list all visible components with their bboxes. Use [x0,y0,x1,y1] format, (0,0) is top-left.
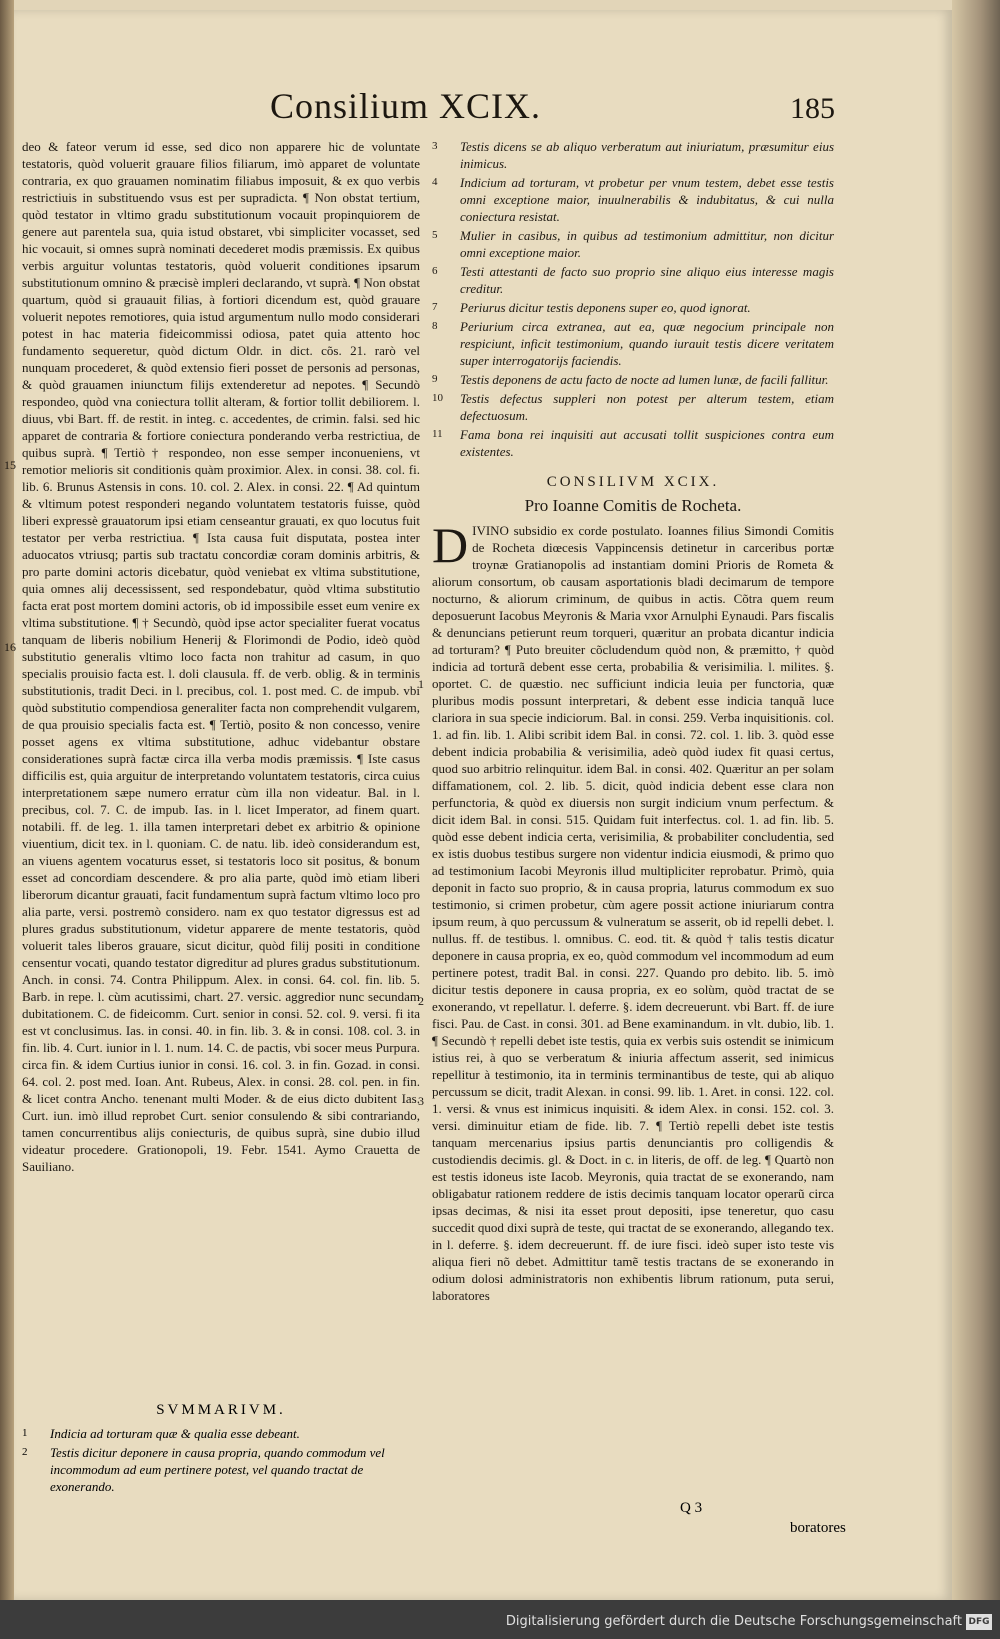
catchword: boratores [790,1520,846,1536]
margin-number: 2 [418,994,424,1008]
left-column-text: deo & fateor verum id esse, sed dico non apparere hic de voluntate testatoris, quòd voluerit grauare filios filiarum, imò apparet de voluntate contraria, ex quo grauamen nominatim filiabus imposuit, & ex quo verbis restrictiuis in substituendo vsus est per supradicta. ¶ Non obstat tertium, quòd testator in vltimo gradu substitutionum vocauit propinquiorem de genere aut parentela sua, quia istud obstaret, vbi simpliciter vocasset, sed hic vocauit, si omnes suprà nominati decederet modis præmissis. Ex quibus verbis arguitur voluntas testatoris, quòd voluerit conditiones ipsarum substitutionum omnino & præcisè impleri declarando, vt suprà. ¶ Non obstat quartum, quòd si grauauit filias, à fortiori dicendum est, quòd grauare voluerit nepotes remotiores, quia istud argumentum nullo modo considerari potest in hac materia fideicommissi odiosa, patet quia attento hoc fundamento sequeretur, quòd dictum Oldr. in dict. cõs. 21. rarò vel nunquam procederet, & quòd extensio fieri posset de personis ad personas, & quòd grauamen iniunctum filijs extenderetur ad nepotes. ¶ Secundò respondeo, quòd vna coniectura tollit alteram, & fortior tollit debiliorem. l. diuus, vbi Bart. ff. de restit. in integ. c. accedentes, de crimin. falsi. sed hic apparet de contraria & fortiore coniectura ponderando verba restrictiua, de quibus suprà. ¶ Tertiò † respondeo, non esse semper inconueniens, vt remotior melioris sit conditionis quàm proximior. Alex. in consi. 38. col. fi. lib. 6. Brunus Astensis in cons. 10. col. 2. Alex. in consi. 22. ¶ Ad quintum & vltimum potest responderi negando voluntatem testatoris fuisse, quòd liberi expressè grauatorum ipsi etiam censeantur grauati, ex quo locutus fuit testator per verba restrictiua. ¶ Ista causa fuit disputata, postea inter aduocatos vtriusq; partis sub tractatu concordiæ coram dominis arbitris, & pro parte domini actoris dicebatur, quòd veniebat ex vltima substitutione, quia omnes alij decessissent, sed respondebatur, quòd vltima substitutio facta erat post mortem domini actoris, ob id impossibile esset eum venire ex vltima substitutione. ¶ † Secundò, quòd ipse actor specialiter fuerat vocatus tanquam de liberis nobilium Henerij & Florimondi de Podio, ideò quòd substitutio generalis vltimo loco facta non trahitur ad casum, in quo specialis prouisio facta est. l. doli clausula. ff. de verb. oblig. & in terminis substitutionis, tradit Deci. in l. precibus, col. 1. post med. C. de impub. vbi quòd substitutio compendiosa generaliter facta non comprehendit vulgarem, de qua prouisio specialis facta est. ¶ Tertiò, posito & non concesso, venire posset agens ex vltima substitutione, adhuc videbantur obstare considerationes suprà factæ circa illa verba modis præmissis. ¶ Iste casus difficilis est, quia arguitur de interpretando voluntatem testatoris, circa cuius interpretationem sæpe numero erratur cùm illa non videatur. Bal. in l. precibus, col. 7. C. de impub. Ias. in l. licet Imperator, ad finem quart. notabili. ff. de leg. 1. illa tamen interpretari debet ex arbitrio & opinione viuentium, dicit tex. in l. quoniam. C. de natu. lib. ideò considerandum est, an viuens agentem vocaturus esset, si testatoris loco sit positus, & bonum esset ad concordiam descendere. & pro alia parte, quòd imò etiam liberi liberorum dicantur grauati, facit fundamentum suprà factum vltimo loco pro alia parte, versi. postremò considero. nam ex quo testator digressus est ad plures gradus substitutionum, videtur apparere de mente testatoris, quòd voluerit tales liberos grauare, sicut dicitur, quòd filij positi in conditione censentur vocati, quando testator digreditur ad plures gradus substitutionum. Anch. in consi. 74. Contra Philippum. Alex. in consi. 64. col. fin. lib. 5. Barb. in repe. l. cùm acutissimi, chart. 27. versic. aggredior nunc secundam dubitationem. C. de fideicomm. Curt. senior in consi. 52. col. 9. versi. fi ita est vt conclusimus. Ias. in consi. 40. in fin. lib. 3. & in consi. 108. col. 3. in fin. lib. 4. Curt. iunior in l. 1. num. 14. C. de pactis, vbi socer meus Purpura. circa fin. & idem Curtius iunior in consi. 16. col. 3. in fin. Gozad. in consi. 64. col. 2. post med. Ioan. Ant. Rubeus, Alex. in consi. 28. col. pen. in fin. & licet contra Ancho. tenenant multi Moder. & de eius dicto dubitent Ias. Curt. iun. imò illud reprobet Curt. senior consulendo & sibi contrariando, tamen concurrentibus alijs coniecturis, de quibus suprà, sine dubio illud videatur procedere. Grationopoli, 19. Febr. 1541. Aymo Crauetta de Sauiliano. [22,139,420,1174]
summarium-heading: SVMMARIVM. [156,1402,286,1418]
left-column [22,138,420,1378]
summary-item: 7 Periurus dicitur testis deponens super eo, quod ignorat. [432,300,751,315]
summarium-list-left [22,1425,420,1495]
page-number: 185 [790,92,835,125]
running-title: Consilium XCIX. [270,86,542,126]
summary-item: 2 Testis dicitur deponere in causa propria, quando commodum vel incommodum ad eum pertinere potest, vel quando tractat de exonerando. [22,1445,385,1494]
signature-mark: Q 3 [680,1500,703,1516]
dfg-logo-icon: DFG [966,1614,992,1630]
summarium-list-right [432,138,834,460]
summary-item: 1 Indicia ad torturam quæ & qualia esse debeant. [22,1426,300,1441]
margin-number: 16 [4,640,16,654]
summary-item: 4 Indicium ad torturam, vt probetur per vnum testem, debet esse testis omni exceptione maior, inuulnerabilis & indubitatus, & cui nulla coniectura resistat. [432,175,834,224]
summary-item: 9 Testis deponens de actu facto de nocte ad lumen lunæ, de facili fallitur. [432,372,829,387]
summary-item: 10 Testis defectus suppleri non potest per alterum testem, etiam defectuosum. [432,391,834,423]
consilium-text: DIVINO subsidio ex corde postulato. Ioannes filius Simondi Comitis de Rocheta diœcesis Vappincensis detinetur in carceribus portæ troynæ Gratianopolis ad instantiam domini Prioris de Rometa & aliorum consortum, ob causam asportationis bladi decimarum de tempore nocturno, & aliorum criminum, de quibus in actis. Cõtra quem reum deposuerunt Iacobus Meyronis & Maria vxor Arnulphi Eynaudi. Pars fiscalis & denuncians petierunt reum torqueri, quæritur an probata dicantur indicia ad torturam? ¶ Puto breuiter cõcludendum quòd non, & præmitto, † quòd indicia ad torturã debent esse certa, probabilia & verisimilia. l. milites. §. oportet. C. de quæstio. nec sufficiunt indicia leuia per functoria, quæ pluribus modis possunt interpretari, & debent esse indicia tanquã luce clariora in sua specie indiciorum. Bal. in consi. 259. Verba inquisitionis. col. 1. ad fin. lib. 1. Alibi scribit idem Bal. in consi. 72. col. 1. lib. 3. quòd esse debent indicia probabilia & verisimilia, adeò quòd iudex fit quasi certus, quod suo arbitrio relinquitur. idem Bal. in consi. 402. Quæritur an per solam diffamationem, col. 2. lib. 5. dicit, quòd indicia debent esse clara non perfunctoria, & quòd ex diuersis non surgit indicium vnum perfectum. & dicit idem Bal. in consi. 515. Quidam fuit interfectus. col. 1. ad fin. lib. 5. quòd esse debent indicia certa, verisimilia, & probabiliter concludentia, sed ex istis duobus testibus surgere non videntur indicia eiusmodi, & primo quo ad testimonium Iacobi Meyronis illud multipliciter reprobatur. Primò, quia deponit in facto suo proprio, & in causa propria, laturus commodum ex suo testimonio, si crimen probetur, cùm agere possit actione iniuriarum contra ipsum reum, à quo percussum & vulneratum se asserit, ob id repelli debet. l. nullus. ff. de testibus. l. omnibus. C. eod. tit. & quòd † talis testis dicatur deponere in causa propria, ex eo, quòd commodum vel incommodum ad eum pertinere potest, tradit Bal. in consi. 227. Quando pro debito. lib. 5. imò dicitur testis deponere in causa propria, ex eo solùm, quòd tractat de se exonerando, vt repellatur. l. deferre. §. idem decreuerunt. vbi Bart. ff. de iure fisci. Pau. de Cast. in consi. 301. ad Bene examinandum. in vlt. dubio, lib. 1. ¶ Secundò † repelli debet iste testis, quia ex verbis suis ostendit se inimicum istius rei, à quo se verberatum & iniuria affectum asserit, sed inimicus repellitur à testimonio, ita in terminis terminantibus de teste, qui ab aliquo percussum se dicit, tradit Alexan. in consi. 99. lib. 1. Aret. in consi. 122. col. 1. versi. & vnus est inimicus inquisiti. & idem Alex. in consi. 152. col. 3. versi. diminuitur etiam de fide. lib. 7. ¶ Tertiò repelli debet iste testis tanquam mercenarius ipsius partis denunciantis pro colligendis & custodiendis decimis. gl. & Doct. in c. in literis, de off. de leg. ¶ Quartò non est testis idoneus iste Iacob. Meyronis, quia tractat de se exonerando, nam obligabatur rationem reddere de istis decimis tanquam locator operarũ circa ipsas decimas, & nisi ita esset prout depositi, ipse teneretur, quo casu succedit quod dixi suprà de teste, qui tractat de se exonerando, allegando tex. in l. deferre. §. idem decreuerunt. ff. de iure fisci. ideò super isto teste vis aliqua fieri nõ debet. Admittitur tamẽ testis tractans de se exonerando in odium dolosi administratoris non exhibentis librum rationum, puta serui, laboratores [432,517,834,1303]
summary-item: 3 Testis dicens se ab aliquo verberatum aut iniuriatum, præsumitur eius inimicus. [432,139,834,171]
consilium-heading: CONSILIVM XCIX. [546,474,720,490]
right-column [432,138,834,1468]
margin-number: 3 [418,1094,424,1108]
book-binding [0,0,14,1639]
summary-item: 5 Mulier in casibus, in quibus ad testimonium admittitur, non dicitur omni exceptione maior. [432,228,834,260]
summarium-left [22,1388,420,1497]
footer-credit: Digitalisierung gefördert durch die Deutsche Forschungsgemeinschaft [505,1614,962,1629]
consilium-subheading: Pro Ioanne Comitis de Rocheta. [524,496,742,515]
footer-bar [0,1600,1000,1639]
summary-item: 8 Periurium circa extranea, aut ea, quæ negocium principale non respiciunt, inficit testimonium, quando iurauit testis dicere veritatem super interrogatorijs faciendis. [432,319,834,368]
margin-number: 15 [4,458,16,472]
summary-item: 6 Testi attestanti de facto suo proprio sine aliquo eius interesse magis creditur. [432,264,834,296]
summary-item: 11 Fama bona rei inquisiti aut accusati tollit suspiciones contra eum existentes. [432,427,834,459]
margin-number: 1 [418,677,424,691]
page-edge [952,0,1000,1600]
